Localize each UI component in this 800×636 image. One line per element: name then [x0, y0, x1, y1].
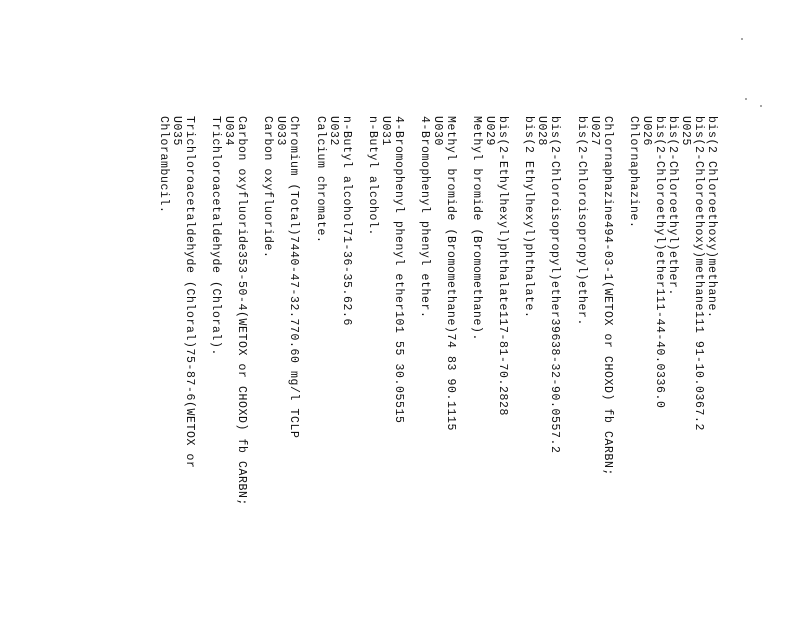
document-line: Carbon oxyfluoride353-50-4(WETOX or CHOXD) fb CARBN; [235, 116, 249, 507]
document-line: U033 [274, 116, 288, 147]
document-line: U031 [378, 116, 392, 147]
document-line: Methyl bromide (Bromomethane)74 83 90.1115 [444, 116, 457, 432]
document-line: bis(2-Chloroethoxy)methane111 91-10.0367.2 [691, 116, 705, 432]
document-line: n-Butyl alcohol. [365, 116, 379, 237]
document-line: 4-Bromophenyl phenyl ether101 55 30.05515 [391, 116, 405, 424]
document-line: Trichloroacetaldehyde (Chloral)75-87-6(WETOX or [183, 116, 196, 469]
document-line: U025 [678, 116, 692, 147]
scan-speck [741, 38, 743, 40]
document-line: 4-Bromophenyl phenyl ether. [417, 116, 431, 319]
document-line: bis(2 Chloroethoxy)methane. [705, 116, 718, 319]
document-line: Calcium chromate. [313, 116, 327, 244]
document-line: U034 [222, 116, 236, 147]
document-line: U026 [639, 116, 653, 147]
document-line: bis(2-Ethylhexyl)phthalate117-81-70.2828 [496, 116, 510, 417]
document-line: bis(2-Chloroethyl)ether. [665, 116, 679, 297]
document-line: bis(2-Chloroisopropyl)ether. [574, 116, 588, 327]
document-line: U027 [587, 116, 601, 147]
document-line: bis(2 Ethylhexyl)phthalate. [522, 116, 536, 319]
document-line: U035 [169, 116, 183, 147]
document-line: U029 [483, 116, 497, 147]
document-line: Chlornaphazine. [626, 116, 640, 229]
document-line: U030 [430, 116, 444, 147]
document-line: Carbon oxyfluoride. [261, 116, 275, 259]
document-line: U028 [535, 116, 549, 147]
document-line: bis(2-Chloroisopropyl)ether39638-32-90.0557.2 [548, 116, 562, 454]
document-line: Chromium (Total)7440-47-32.770.60 mg/l TCLP [287, 116, 301, 439]
document-line: Trichloroacetaldehyde (Chloral). [209, 116, 223, 357]
document-line: Methyl bromide (Bromomethane). [470, 116, 484, 342]
document-line: bis(2-Chloroethyl)ether111-44-40.0336.0 [652, 116, 666, 409]
scan-speck [745, 98, 747, 100]
document-line: U032 [326, 116, 340, 147]
document-line: n-Butyl alcohol71-36-35.62.6 [339, 116, 353, 327]
scan-speck [760, 105, 762, 107]
document-line: Chlornaphazine494-03-1(WETOX or CHOXD) fb CARBN; [600, 116, 614, 477]
document-line: Chlorambucil. [156, 116, 170, 214]
